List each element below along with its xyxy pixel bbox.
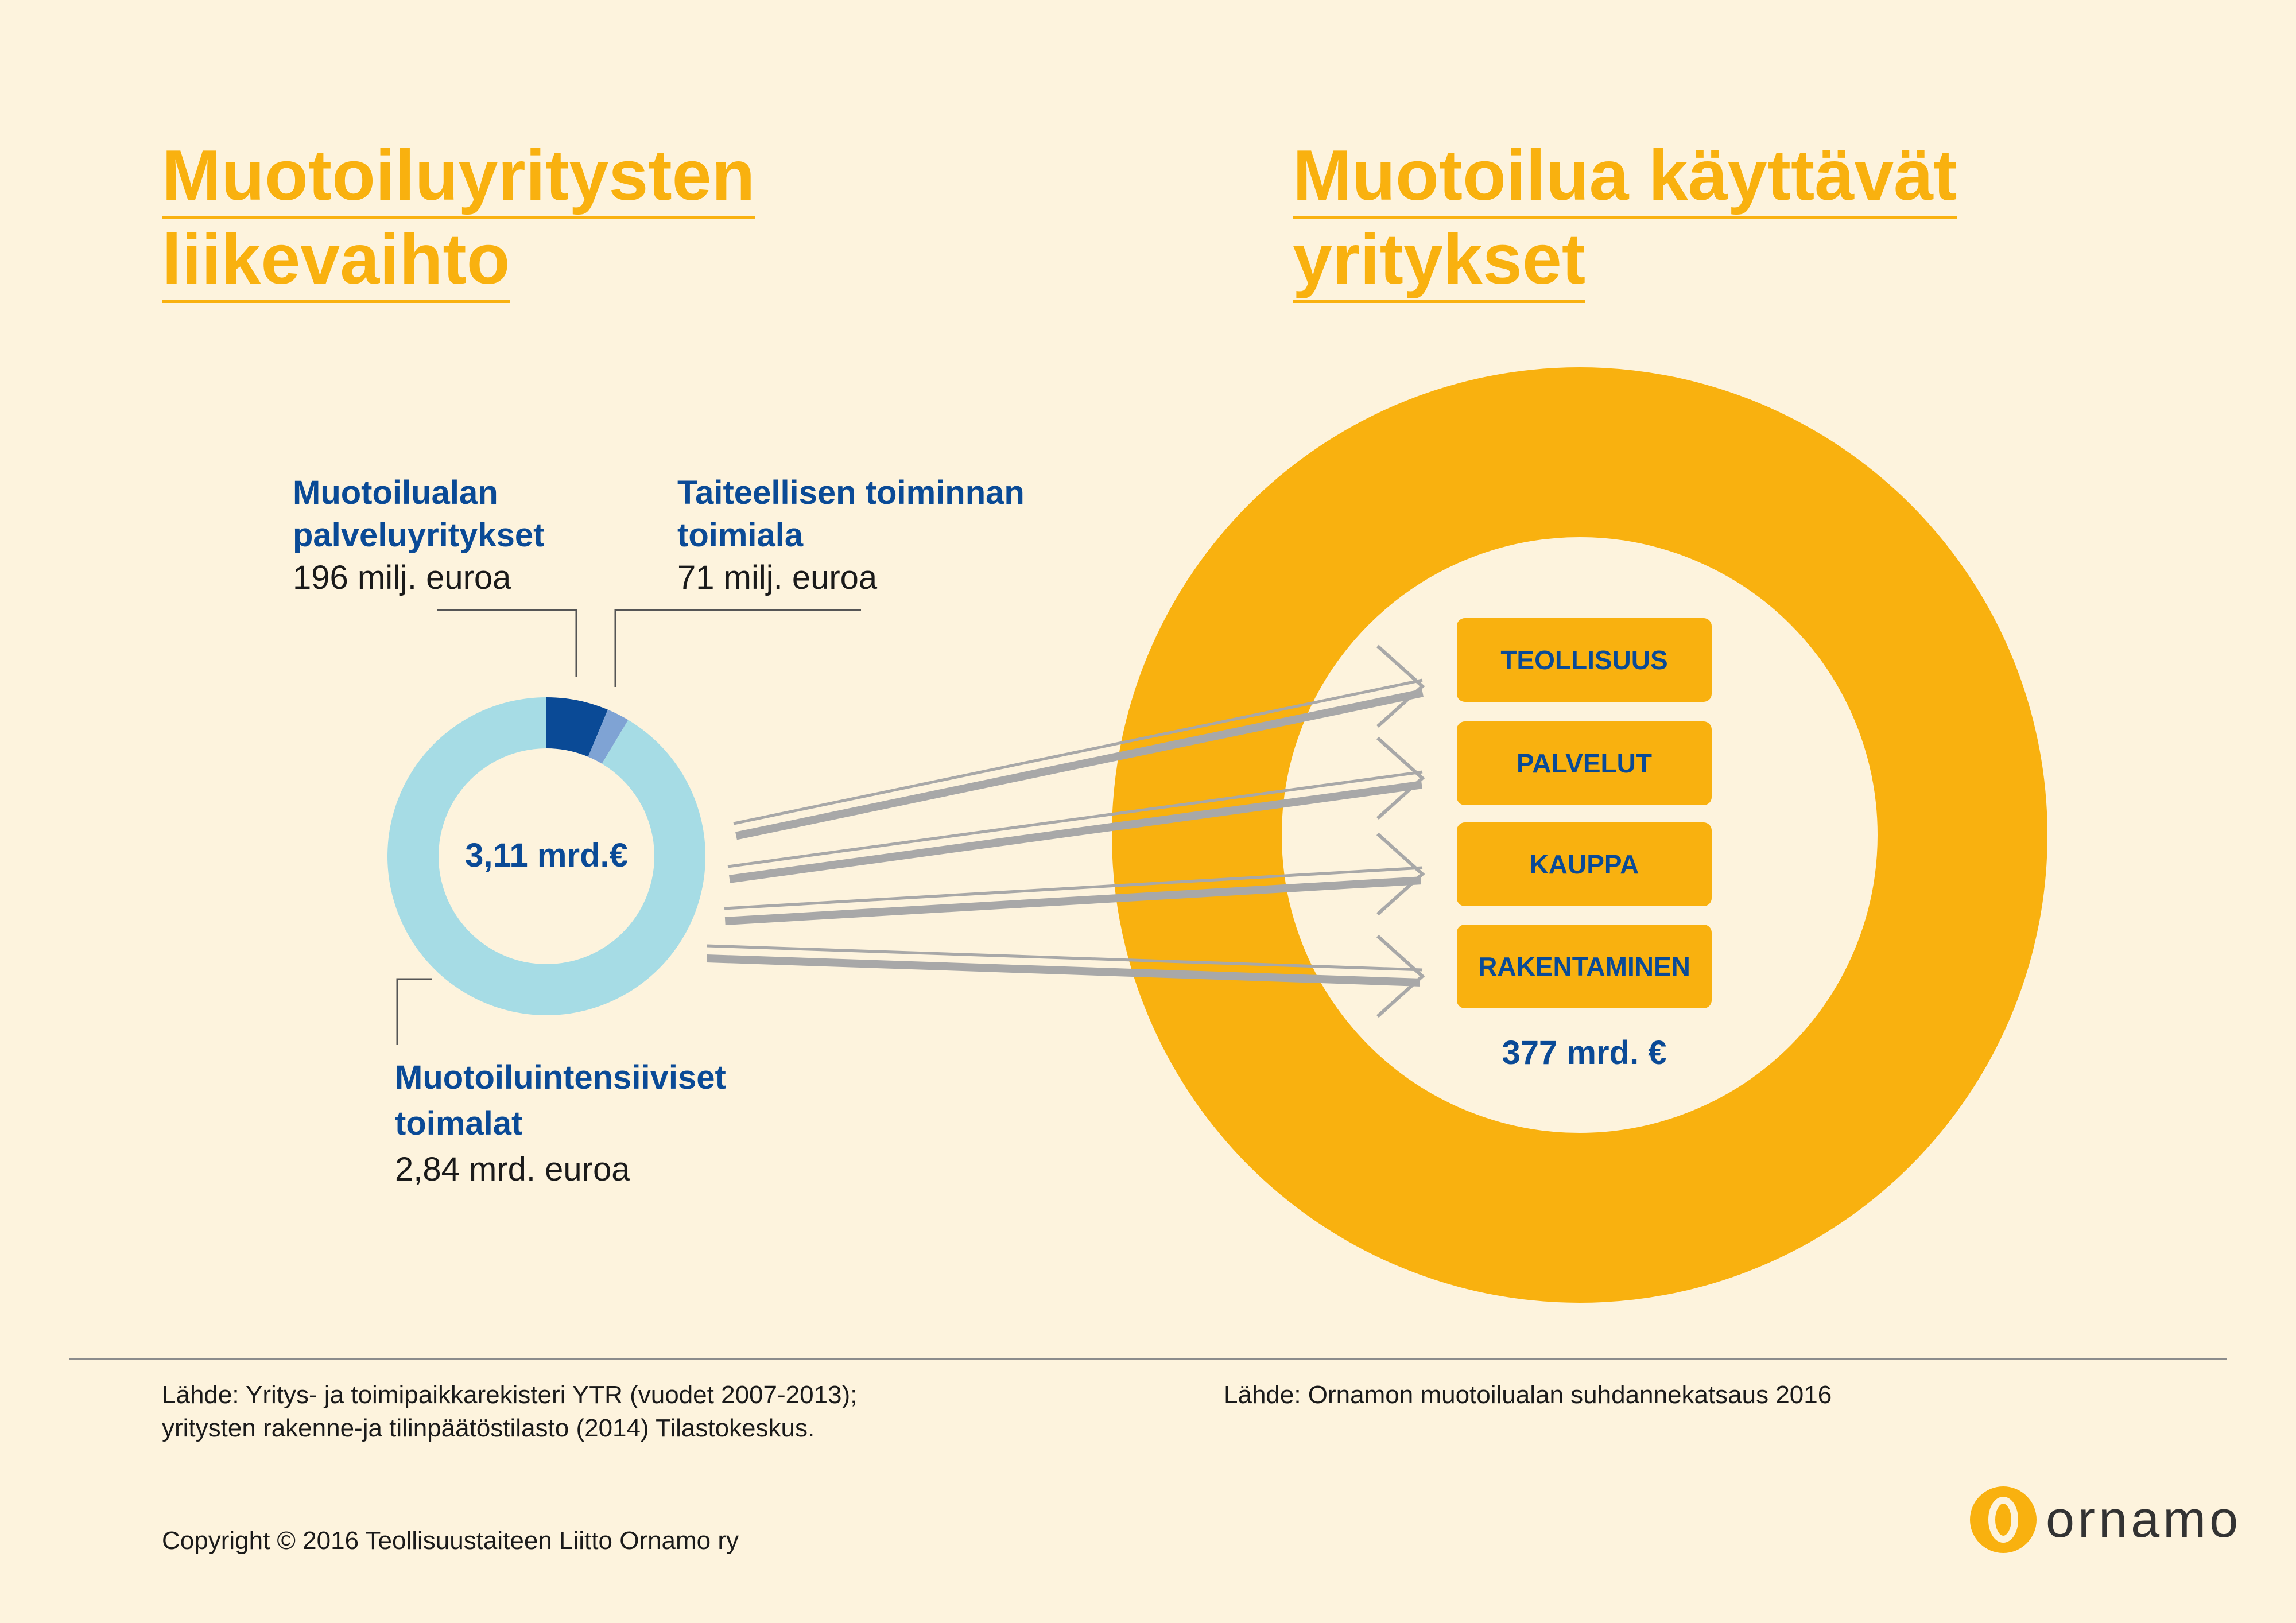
label-palveluyritykset-value: 196 milj. euroa [293, 559, 511, 596]
sector-palvelut: PALVELUT [1457, 721, 1712, 805]
label-intensiiviset-value: 2,84 mrd. euroa [395, 1151, 630, 1188]
left-title-line-1: Muotoiluyritysten [162, 135, 755, 219]
right-title-line-2: yritykset [1293, 219, 1585, 303]
label-palveluyritykset-name-2: palveluyritykset [293, 517, 545, 554]
label-intensiiviset-name-1: Muotoiluintensiiviset [395, 1059, 726, 1096]
ornamo-logo [1968, 1484, 2241, 1555]
label-intensiiviset-name [395, 1055, 726, 1147]
source-left-line-2: yritysten rakenne-ja tilinpäätöstilasto (2014) Tilastokeskus. [162, 1414, 815, 1442]
arrow-1 [728, 738, 1422, 879]
footer-divider [69, 1358, 2227, 1360]
right-title-line-1: Muotoilua käyttävät [1293, 135, 1957, 219]
label-taiteellisen-name-1: Taiteellisen toiminnan [677, 474, 1025, 511]
sector-teollisuus: TEOLLISUUS [1457, 618, 1712, 702]
label-palveluyritykset [293, 472, 544, 599]
label-taiteellisen-name [677, 472, 1025, 557]
turnover-center-label: 3,11 mrd.€ [465, 837, 628, 874]
arrows-group [707, 646, 1422, 1016]
source-left [162, 1379, 857, 1445]
copyright: Copyright © 2016 Teollisuustaiteen Liitto Ornamo ry [162, 1527, 739, 1555]
users-center-label: 377 mrd. € [1502, 1034, 1667, 1071]
source-right: Lähde: Ornamon muotoilualan suhdannekatsaus 2016 [1224, 1381, 1832, 1409]
ornamo-wordmark: ornamo [2046, 1490, 2242, 1548]
leader-line-taiteellisen [615, 610, 861, 687]
label-intensiiviset-name-2: toimalat [395, 1105, 523, 1142]
label-palveluyritykset-name-1: Muotoilualan [293, 474, 498, 511]
sector-kauppa: KAUPPA [1457, 822, 1712, 906]
label-palveluyritykset-name [293, 472, 544, 557]
leader-line-palveluyritykset [437, 610, 576, 677]
source-left-line-1: Lähde: Yritys- ja toimipaikkarekisteri YTR (vuodet 2007-2013); [162, 1381, 858, 1409]
ornamo-logo-icon [1968, 1484, 2039, 1555]
label-taiteellisen-value: 71 milj. euroa [677, 559, 878, 596]
label-intensiiviset [395, 1055, 726, 1193]
sector-rakentaminen: RAKENTAMINEN [1457, 925, 1712, 1008]
label-taiteellisen-name-2: toimiala [677, 517, 804, 554]
arrow-2 [724, 834, 1422, 921]
leader-line-intensiiviset [397, 979, 432, 1045]
left-title-line-2: liikevaihto [162, 219, 510, 303]
label-taiteellisen [677, 472, 1025, 599]
